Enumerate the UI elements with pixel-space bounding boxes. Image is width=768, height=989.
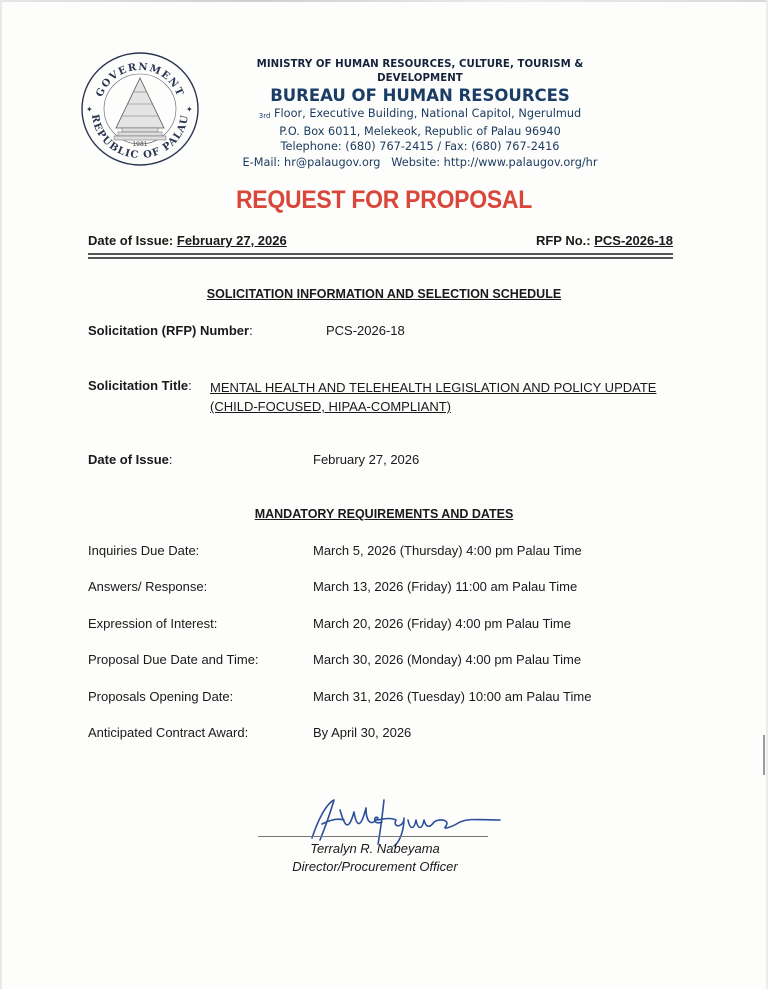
solicitation-title-value: MENTAL HEALTH AND TELEHEALTH LEGISLATION AND POLICY UPDATE (CHILD-FOCUSED, HIPAA-COMPLIANT) (210, 380, 657, 414)
issue-date-block (88, 233, 287, 248)
issue-date-label: Date of Issue: (88, 233, 174, 248)
scan-artifact (763, 735, 765, 775)
address-line-1 (215, 106, 625, 124)
address-line-1-text: Floor, Executive Building, National Capitol, Ngerulmud (274, 107, 582, 120)
schedule-label: Answers/ Response: (88, 579, 208, 594)
scan-edge-left (0, 0, 2, 989)
issue-date-value: February 27, 2026 (176, 233, 287, 248)
government-seal-icon (78, 50, 202, 168)
schedule-value: March 5, 2026 (Thursday) 4:00 pm Palau Time (313, 543, 582, 558)
signatory-title: Director/Procurement Officer (292, 859, 458, 874)
schedule-label: Inquiries Due Date: (88, 543, 200, 558)
svg-text:✦: ✦ (186, 105, 193, 114)
solicitation-title-label: Solicitation Title: (88, 378, 192, 393)
solicitation-date-value: February 27, 2026 (313, 452, 420, 467)
schedule-value: March 20, 2026 (Friday) 4:00 pm Palau Time (313, 616, 571, 631)
signatory-name: Terralyn R. Nabeyama (310, 841, 440, 856)
schedule-value: March 31, 2026 (Tuesday) 10:00 am Palau Time (313, 689, 592, 704)
signature-line (258, 836, 488, 837)
schedule-value: By April 30, 2026 (313, 725, 412, 740)
svg-text:✦: ✦ (86, 105, 93, 114)
schedule-label: Proposals Opening Date: (88, 689, 234, 704)
solicitation-heading: SOLICITATION INFORMATION AND SELECTION SCHEDULE (206, 287, 562, 301)
solicitation-date-label: Date of Issue: (88, 452, 173, 467)
seal-top-text: GOVERNMENT (94, 61, 186, 99)
schedule-label: Expression of Interest: (88, 616, 218, 631)
phone-fax-line: Telephone: (680) 767-2415 / Fax: (680) 767-2416 (280, 140, 560, 154)
seal-year: 1981 (132, 141, 148, 148)
requirements-heading: MANDATORY REQUIREMENTS AND DATES (254, 507, 514, 521)
rfp-number-block (536, 233, 673, 248)
floor-ordinal: 3rd (258, 112, 271, 120)
rfp-number-value: PCS-2026-18 (594, 233, 673, 248)
letterhead (215, 58, 625, 170)
schedule-label: Anticipated Contract Award: (88, 725, 249, 740)
schedule-label: Proposal Due Date and Time: (88, 652, 259, 667)
scan-edge-top (0, 0, 768, 2)
email-website-line: E-Mail: hr@palaugov.org Website: http://www.palaugov.org/hr (242, 155, 598, 169)
seal-bottom-text: REPUBLIC OF PALAU (88, 113, 192, 162)
solicitation-number-value: PCS-2026-18 (326, 323, 405, 338)
ministry-name: MINISTRY OF HUMAN RESOURCES, CULTURE, TOURISM & DEVELOPMENT (256, 59, 584, 84)
schedule-value: March 30, 2026 (Monday) 4:00 pm Palau Time (313, 652, 582, 667)
address-line-2: P.O. Box 6011, Melekeok, Republic of Palau 96940 (279, 124, 561, 138)
rfp-number-label: RFP No.: (535, 233, 591, 248)
solicitation-number-label: Solicitation (RFP) Number: (88, 323, 253, 338)
header-double-rule (88, 253, 673, 259)
schedule-value: March 13, 2026 (Friday) 11:00 am Palau Time (313, 579, 578, 594)
document-title: REQUEST FOR PROPOSAL (235, 186, 533, 214)
bureau-name: BUREAU OF HUMAN RESOURCES (270, 86, 570, 105)
